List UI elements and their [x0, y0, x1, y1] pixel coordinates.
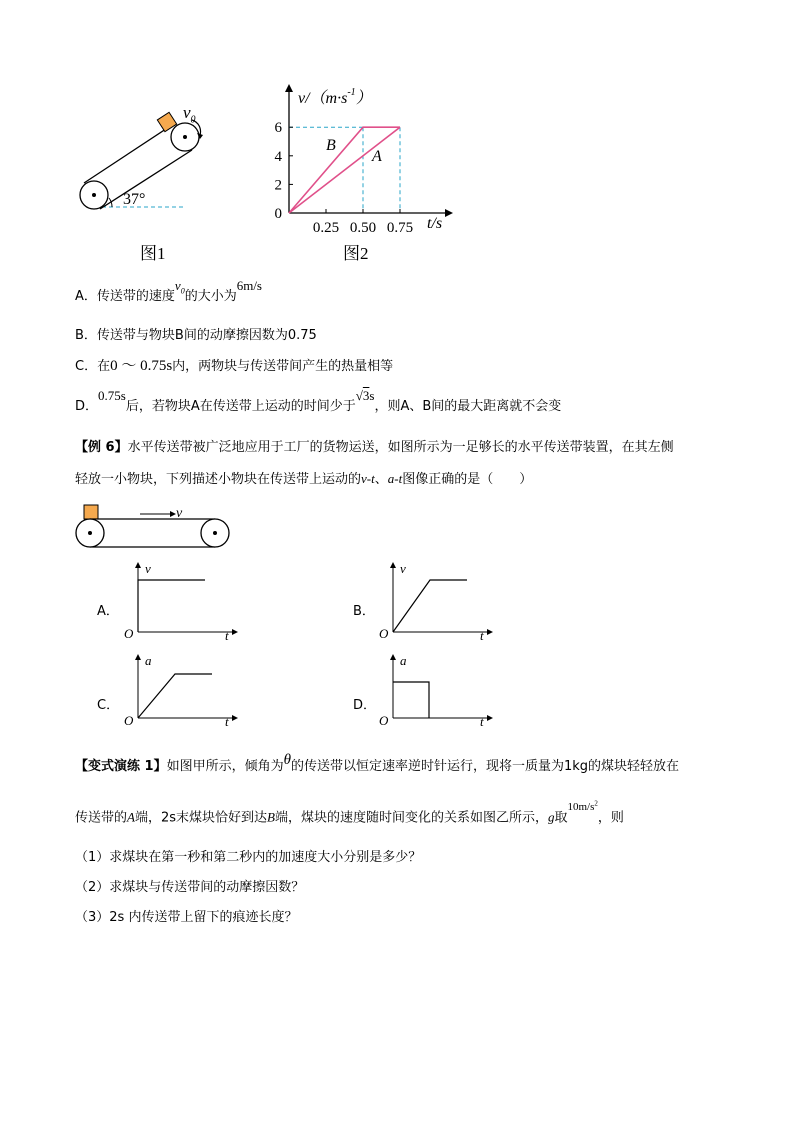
graph-a-y: v — [145, 561, 151, 576]
variant1-q3: （3）2s 内传送带上留下的痕迹长度？ — [75, 910, 298, 925]
example6-line1: 【例 6】水平传送带被广泛地应用于工厂的货物运送，如图所示为一足够长的水平传送带装置，在其左侧 — [75, 440, 674, 455]
y-tick-label-0: 0 — [274, 206, 282, 222]
fig2-series-b-label: B — [326, 137, 336, 154]
x-axis-arrow — [445, 209, 453, 217]
y-tick-label-4: 4 — [274, 148, 282, 165]
y-tick-label-6: 6 — [274, 120, 282, 137]
graph-c — [120, 652, 240, 732]
variant1-q2: （2）求煤块与传送带间的动摩擦因数？ — [75, 880, 305, 895]
option-d: D．0.75s后，若物块A在传送带上运动的时间少于√3s，则A、B间的最大距离就不会变 — [75, 388, 562, 414]
x-tick-label-0.75: 0.75 — [386, 220, 414, 236]
option-a: A．传送带的速度$v_0$的大小为6m/s — [75, 278, 262, 304]
belt-velocity-label: v — [176, 506, 183, 521]
graph-c-label[interactable]: C． — [97, 698, 120, 713]
example6-line2: 轻放一小物块，下列描述小物块在传送带上运动的v-t、a-t图像正确的是（ ） — [75, 471, 533, 487]
chart-ticks — [275, 120, 414, 236]
x-tick-label-0.50: 0.50 — [349, 220, 377, 236]
fig2-xlabel: t/s — [427, 215, 443, 232]
fig2-series-a-label: A — [372, 148, 382, 165]
chart-series — [289, 127, 400, 213]
fig1-angle-label: 37° — [123, 191, 146, 208]
graph-a-x: t — [225, 628, 229, 643]
graph-a-label[interactable]: A． — [97, 604, 119, 619]
variant1-line1: 【变式演练 1】如图甲所示，倾角为θ的传送带以恒定速率逆时针运行，现将一质量为1kg的煤块轻轻放在 — [75, 752, 680, 774]
graph-a-origin: O — [124, 626, 134, 641]
horizontal-belt-figure — [70, 500, 240, 555]
graph-b-y: v — [400, 561, 406, 576]
variant1-q1: （1）求煤块在第一秒和第二秒内的加速度大小分别是多少？ — [75, 850, 422, 865]
y-axis-arrow — [285, 84, 293, 92]
option-c: C．在0 ～ 0.75s内，两物块与传送带间产生的热量相等 — [75, 358, 394, 374]
graph-b-label[interactable]: B． — [353, 604, 375, 619]
graph-c-x: t — [225, 714, 229, 729]
series-line-A — [289, 127, 400, 213]
graph-d-x: t — [480, 714, 484, 729]
y-tick-label-2: 2 — [274, 177, 282, 194]
option-b: B．传送带与物块B间的动摩擦因数为0.75 — [75, 328, 317, 343]
graph-c-y: a — [145, 653, 152, 668]
fig2-caption: 图2 — [343, 244, 369, 263]
variant1-line2: 传送带的A端，2s末煤块恰好到达B端，煤块的速度随时间变化的关系如图乙所示，g取$^{10m/s^2}$，则 — [75, 799, 624, 826]
graph-b-x: t — [480, 628, 484, 643]
fig2-ylabel: $v/(m\cdot s^{-1})$ — [298, 87, 372, 107]
graph-a — [120, 560, 240, 640]
graph-d-y: a — [400, 653, 407, 668]
graph-d-label[interactable]: D． — [353, 698, 377, 713]
x-tick-label-0.25: 0.25 — [312, 220, 340, 236]
graph-b-origin: O — [379, 626, 389, 641]
fig1-caption: 图1 — [140, 244, 166, 263]
graph-d — [375, 652, 495, 732]
graph-b — [375, 560, 495, 640]
fig1-v0-label: $v_0$ — [183, 103, 196, 126]
graph-c-origin: O — [124, 713, 134, 728]
graph-d-origin: O — [379, 713, 389, 728]
